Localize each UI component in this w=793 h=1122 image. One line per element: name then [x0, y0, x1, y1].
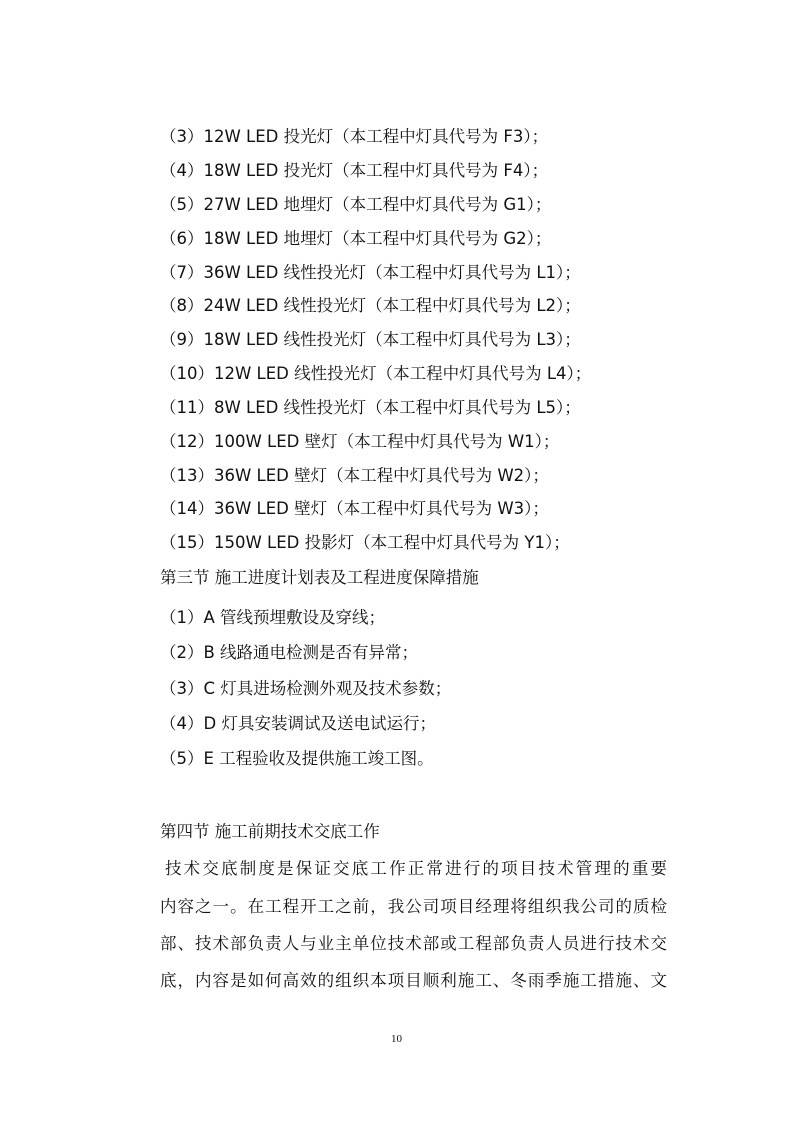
list-item: （4）D 灯具安装调试及送电试运行； — [160, 714, 436, 733]
list-item: （5）E 工程验收及提供施工竣工图。 — [160, 749, 434, 768]
page-number: 10 — [391, 1033, 402, 1045]
list-item: （14）36W LED 壁灯（本工程中灯具代号为 W3）； — [160, 499, 549, 518]
paragraph-line: 部、技术部负责人与业主单位技术部或工程部负责人员进行技术交 — [160, 934, 667, 953]
section-heading: 第三节 施工进度计划表及工程进度保障措施 — [160, 568, 479, 587]
list-item: （2）B 线路通电检测是否有异常； — [160, 643, 419, 662]
paragraph-line: 底，内容是如何高效的组织本项目顺利施工、冬雨季施工措施、文 — [160, 971, 667, 990]
list-item: （11）8W LED 线性投光灯（本工程中灯具代号为 L5）； — [160, 398, 581, 417]
list-item: （9）18W LED 线性投光灯（本工程中灯具代号为 L3）； — [160, 330, 581, 349]
list-item: （7）36W LED 线性投光灯（本工程中灯具代号为 L1）； — [160, 263, 581, 282]
list-item: （5）27W LED 地埋灯（本工程中灯具代号为 G1）； — [160, 195, 552, 214]
list-item: （15）150W LED 投影灯（本工程中灯具代号为 Y1）； — [160, 533, 570, 552]
list-item: （10）12W LED 线性投光灯（本工程中灯具代号为 L4）； — [160, 364, 592, 383]
list-item: （4）18W LED 投光灯（本工程中灯具代号为 F4）； — [160, 161, 549, 180]
list-item: （12）100W LED 壁灯（本工程中灯具代号为 W1）； — [160, 432, 560, 451]
section-heading: 第四节 施工前期技术交底工作 — [160, 822, 380, 841]
list-item: （3）12W LED 投光灯（本工程中灯具代号为 F3）； — [160, 127, 549, 146]
paragraph-line: 内容之一。在工程开工之前，我公司项目经理将组织我公司的质检 — [160, 897, 667, 916]
list-item: （1）A 管线预埋敷设及穿线； — [160, 608, 386, 627]
list-item: （3）C 灯具进场检测外观及技术参数； — [160, 679, 452, 698]
paragraph-line: 技术交底制度是保证交底工作正常进行的项目技术管理的重要 — [165, 859, 667, 878]
list-item: （8）24W LED 线性投光灯（本工程中灯具代号为 L2）； — [160, 296, 581, 315]
list-item: （13）36W LED 壁灯（本工程中灯具代号为 W2）； — [160, 466, 549, 485]
list-item: （6）18W LED 地埋灯（本工程中灯具代号为 G2）； — [160, 229, 552, 248]
